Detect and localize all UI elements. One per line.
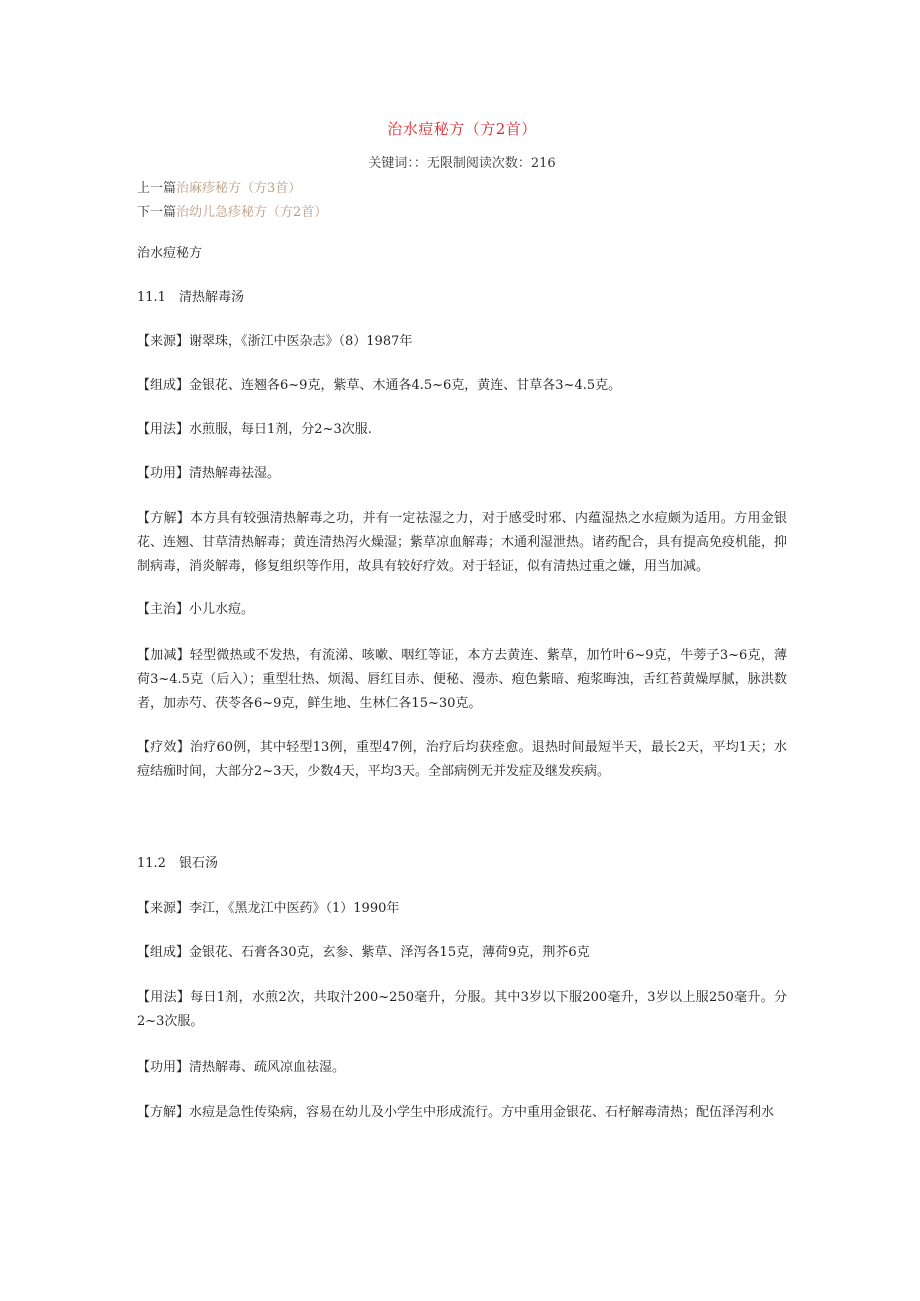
usage-text: 水煎服，每日1剂，分2~3次服. [189,422,372,437]
usage-label: 【用法】 [137,422,190,437]
prev-article-prefix: 上一篇 [137,181,177,196]
section1-modification [137,644,787,716]
section2-heading: 11.2 银石汤 [137,856,218,871]
usage-text: 每日1剂，水煎2次，共取汁200~250毫升，分服。其中3岁以下服200毫升，3岁以上服250毫升。分2~3次服。 [137,990,787,1029]
section2-source [137,897,787,921]
source-label: 【来源】 [137,901,190,916]
modification-label: 【加减】 [137,648,190,663]
explanation-text: 水痘是急性传染病，容易在幼儿及小学生中形成流行。方中重用金银花、石杍解毒清热；配伍泽泻利水 [189,1105,775,1120]
function-text: 清热解毒祛湿。 [189,466,281,481]
function-text: 清热解毒、疏风凉血祛湿。 [189,1060,346,1075]
efficacy-text: 治疗60例，其中轻型13例，重型47例，治疗后均获痊愈。退热时间最短半天，最长2天，平均1天；水痘结痂时间，大部分2~3天，少数4天，平均3天。全部病例无并发症及继发疾病。 [137,740,787,779]
section2-function [137,1056,787,1080]
section1-function [137,462,787,486]
function-label: 【功用】 [137,1060,190,1075]
section1-indication [137,598,787,622]
composition-text: 金银花、石膏各30克，玄参、紫草、泽泻各15克，薄荷9克，荆芥6克 [189,945,590,960]
function-label: 【功用】 [137,466,190,481]
indication-text: 小儿水痘。 [189,602,255,617]
section2-usage [137,986,787,1034]
next-article-prefix: 下一篇 [137,205,177,220]
section2-composition [137,941,787,965]
next-article-nav [137,201,327,220]
document-title: 治水痘秘方（方2首） [387,120,537,138]
source-text: 李江，《黑龙江中医药》（1）1990年 [189,901,400,916]
explanation-label: 【方解】 [137,511,191,526]
prev-article-nav [137,177,301,196]
explanation-label: 【方解】 [137,1105,190,1120]
composition-label: 【组成】 [137,378,190,393]
intro-heading: 治水痘秘方 [137,246,203,261]
section1-efficacy [137,736,787,784]
source-label: 【来源】 [137,334,190,349]
section1-composition [137,374,787,398]
usage-label: 【用法】 [137,990,191,1005]
explanation-text: 本方具有较强清热解毒之功，并有一定祛湿之力，对于感受时邪、内蕴湿热之水痘颇为适用。方用金银花、连翘、甘草清热解毒；黄连清热泻火燥湿；紫草凉血解毒；木通利湿泄热。诸药配合，具有提高免疫机能，抑制病毒，消炎解毒，修复组织等作用，故具有较好疗效。对于轻证，似有清热过重之嫌，用当加减。 [137,511,788,574]
document-meta: 关键词：：无限制阅读次数：216 [368,156,556,171]
section1-explanation [137,507,787,579]
next-article-link[interactable]: 治幼儿急疹秘方（方2首） [176,205,328,220]
modification-text: 轻型微热或不发热，有流涕、咳嗽、咽红等证，本方去黄连、紫草，加竹叶6~9克，牛蒡子3~6克，薄荷3~4.5克（后入）；重型壮热、烦渴、唇红目赤、便秘、漫赤、疱色紫暗、疱浆晦浊，舌红苔黄燥厚腻，脉洪数者，加赤芍、茯苓各6~9克，鲜生地、生林仁各15~30克。 [137,648,787,711]
composition-label: 【组成】 [137,945,190,960]
source-text: 谢翠珠，《浙江中医杂志》（8）1987年 [189,334,413,349]
section1-usage [137,418,787,442]
indication-label: 【主治】 [137,602,190,617]
section2-explanation [137,1101,787,1125]
section1-source [137,330,787,354]
prev-article-link[interactable]: 治麻疹秘方（方3首） [176,181,302,196]
efficacy-label: 【疗效】 [137,740,190,755]
composition-text: 金银花、连翘各6~9克，紫草、木通各4.5~6克，黄连、甘草各3~4.5克。 [189,378,622,393]
section1-heading: 11.1 清热解毒汤 [137,290,244,305]
